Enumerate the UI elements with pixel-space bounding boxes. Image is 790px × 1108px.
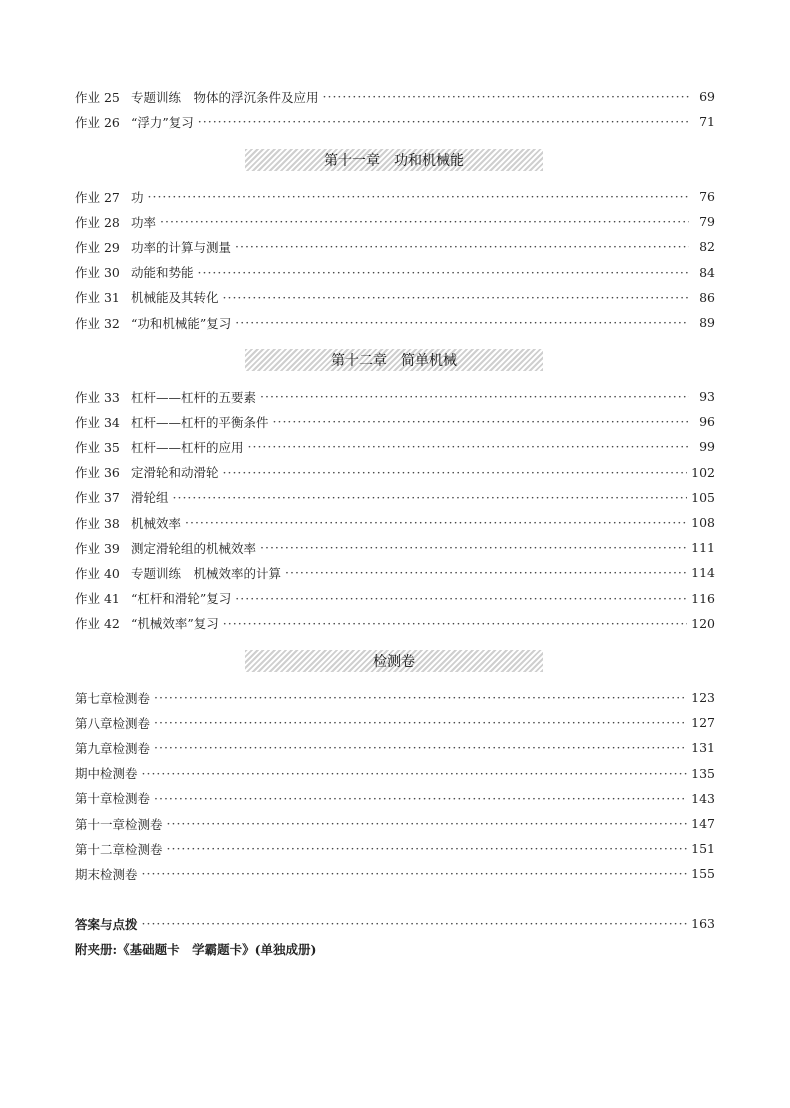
entry-page: 69 [699, 89, 715, 105]
entry-page: 135 [691, 765, 715, 781]
entry-title: 答案与点拨 [75, 916, 138, 932]
leader-dots [173, 490, 688, 505]
toc-entry[interactable] [75, 685, 715, 710]
toc-entry[interactable] [75, 735, 715, 760]
entry-number: 作业 29 [75, 239, 120, 255]
leader-dots [248, 439, 689, 454]
leader-dots [235, 591, 687, 606]
toc-entry[interactable] [75, 811, 715, 836]
leader-dots [160, 214, 689, 229]
entry-page: 105 [691, 489, 715, 505]
entry-title: 定滑轮和动滑轮 [131, 465, 219, 481]
leader-dots [142, 866, 688, 881]
toc-entry[interactable] [75, 409, 715, 434]
chapter-11-list [75, 184, 715, 335]
toc-entry[interactable] [75, 510, 715, 535]
entry-number: 作业 36 [75, 465, 120, 481]
entry-page: 127 [691, 715, 715, 731]
entry-page: 84 [699, 264, 715, 280]
entry-page: 82 [699, 239, 715, 255]
entry-number: 作业 41 [75, 591, 120, 607]
entry-page: 93 [699, 389, 715, 405]
leader-dots [260, 540, 687, 555]
entry-page: 163 [691, 916, 715, 932]
leader-dots [198, 114, 689, 129]
entry-title: 杠杆——杠杆的五要素 [131, 389, 257, 405]
entry-title: “功和机械能”复习 [131, 315, 232, 331]
entry-number: 作业 27 [75, 189, 120, 205]
entry-title: 第八章检测卷 [75, 715, 151, 731]
toc-entry[interactable] [75, 836, 715, 861]
toc-entry[interactable] [75, 434, 715, 459]
entry-page: 71 [699, 114, 715, 130]
heading-text: 检测卷 [373, 654, 415, 670]
entry-page: 116 [691, 590, 715, 606]
entry-number: 作业 37 [75, 490, 120, 506]
entry-title: 第九章检测卷 [75, 740, 151, 756]
entry-page: 151 [691, 841, 715, 857]
entry-page: 123 [691, 690, 715, 706]
entry-number: 作业 30 [75, 265, 120, 281]
leader-dots [223, 290, 689, 305]
entry-page: 120 [691, 615, 715, 631]
leader-dots [223, 465, 688, 480]
entry-title: 杠杆——杠杆的平衡条件 [131, 414, 269, 430]
entry-number: 作业 28 [75, 214, 120, 230]
entry-title: “杠杆和滑轮”复习 [131, 591, 232, 607]
entry-number: 作业 42 [75, 616, 120, 632]
tests-list [75, 685, 715, 887]
chapter-12-heading [245, 349, 543, 371]
entry-title: “浮力”复习 [131, 114, 194, 130]
toc-entry[interactable] [75, 560, 715, 585]
entry-title: 专题训练 机械效率的计算 [131, 565, 282, 581]
toc-entry[interactable] [75, 786, 715, 811]
entry-title: 期末检测卷 [75, 866, 138, 882]
entry-number: 作业 35 [75, 439, 120, 455]
entry-number: 作业 25 [75, 89, 120, 105]
leader-dots [148, 189, 689, 204]
appendix-note [75, 936, 715, 961]
leader-dots [235, 315, 689, 330]
entry-number: 作业 33 [75, 389, 120, 405]
toc-entry[interactable] [75, 109, 715, 134]
leader-dots [185, 515, 687, 530]
entry-page: 147 [691, 816, 715, 832]
entry-page: 114 [691, 565, 715, 581]
toc-entry[interactable] [75, 761, 715, 786]
leader-dots [273, 414, 689, 429]
leader-dots [260, 389, 689, 404]
section-continued [75, 84, 715, 134]
chapter-11-heading [245, 149, 543, 171]
toc-entry[interactable] [75, 209, 715, 234]
entry-title: 期中检测卷 [75, 766, 138, 782]
toc-entry[interactable] [75, 384, 715, 409]
tests-heading [245, 650, 543, 672]
entry-number: 作业 34 [75, 414, 120, 430]
toc-entry[interactable] [75, 260, 715, 285]
entry-title: 机械能及其转化 [131, 290, 219, 306]
entry-title: 第十章检测卷 [75, 791, 151, 807]
appendix-text: 附夹册:《基础题卡 学霸题卡》(单独成册) [75, 941, 317, 957]
entry-title: 功率 [131, 214, 157, 230]
leader-dots [198, 265, 689, 280]
toc-entry[interactable] [75, 535, 715, 560]
entry-page: 108 [691, 515, 715, 531]
toc-entry-answers[interactable] [75, 911, 715, 936]
entry-title: 功率的计算与测量 [131, 239, 232, 255]
toc-entry[interactable] [75, 485, 715, 510]
leader-dots [142, 766, 688, 781]
toc-entry[interactable] [75, 586, 715, 611]
leader-dots [285, 565, 687, 580]
entry-number: 作业 39 [75, 540, 120, 556]
leader-dots [235, 239, 689, 254]
toc-entry[interactable] [75, 234, 715, 259]
entry-number: 作业 26 [75, 114, 120, 130]
toc-entry[interactable] [75, 84, 715, 109]
toc-entry[interactable] [75, 460, 715, 485]
entry-page: 96 [699, 414, 715, 430]
entry-page: 111 [691, 540, 715, 556]
entry-page: 143 [691, 790, 715, 806]
entry-page: 89 [699, 315, 715, 331]
entry-title: 动能和势能 [131, 265, 194, 281]
leader-dots [154, 740, 687, 755]
toc-entry[interactable] [75, 611, 715, 636]
entry-page: 102 [691, 464, 715, 480]
entry-title: 功 [131, 189, 144, 205]
entry-title: 专题训练 物体的浮沉条件及应用 [131, 89, 319, 105]
entry-page: 76 [699, 189, 715, 205]
entry-page: 99 [699, 439, 715, 455]
leader-dots [167, 841, 688, 856]
entry-page: 155 [691, 866, 715, 882]
leader-dots [142, 916, 688, 931]
heading-text: 第十二章 简单机械 [331, 353, 457, 369]
heading-text: 第十一章 功和机械能 [324, 153, 464, 169]
entry-number: 作业 31 [75, 290, 120, 306]
entry-number: 作业 40 [75, 565, 120, 581]
entry-title: 测定滑轮组的机械效率 [131, 540, 257, 556]
entry-title: 滑轮组 [131, 490, 169, 506]
toc-entry[interactable] [75, 285, 715, 310]
entry-title: 第十一章检测卷 [75, 816, 163, 832]
entry-page: 131 [691, 740, 715, 756]
entry-title: 杠杆——杠杆的应用 [131, 439, 244, 455]
entry-title: 机械效率 [131, 515, 182, 531]
answers-section [75, 911, 715, 961]
entry-title: 第十二章检测卷 [75, 841, 163, 857]
entry-number: 作业 38 [75, 515, 120, 531]
leader-dots [154, 791, 687, 806]
chapter-12-list [75, 384, 715, 636]
leader-dots [154, 690, 687, 705]
toc-entry[interactable] [75, 710, 715, 735]
leader-dots [323, 89, 689, 104]
entry-page: 86 [699, 289, 715, 305]
toc-entry[interactable] [75, 184, 715, 209]
leader-dots [154, 715, 687, 730]
toc-entry[interactable] [75, 310, 715, 335]
entry-title: 第七章检测卷 [75, 690, 151, 706]
toc-entry[interactable] [75, 861, 715, 886]
entry-title: “机械效率”复习 [131, 616, 219, 632]
leader-dots [167, 816, 688, 831]
entry-page: 79 [699, 214, 715, 230]
leader-dots [223, 616, 687, 631]
entry-number: 作业 32 [75, 315, 120, 331]
